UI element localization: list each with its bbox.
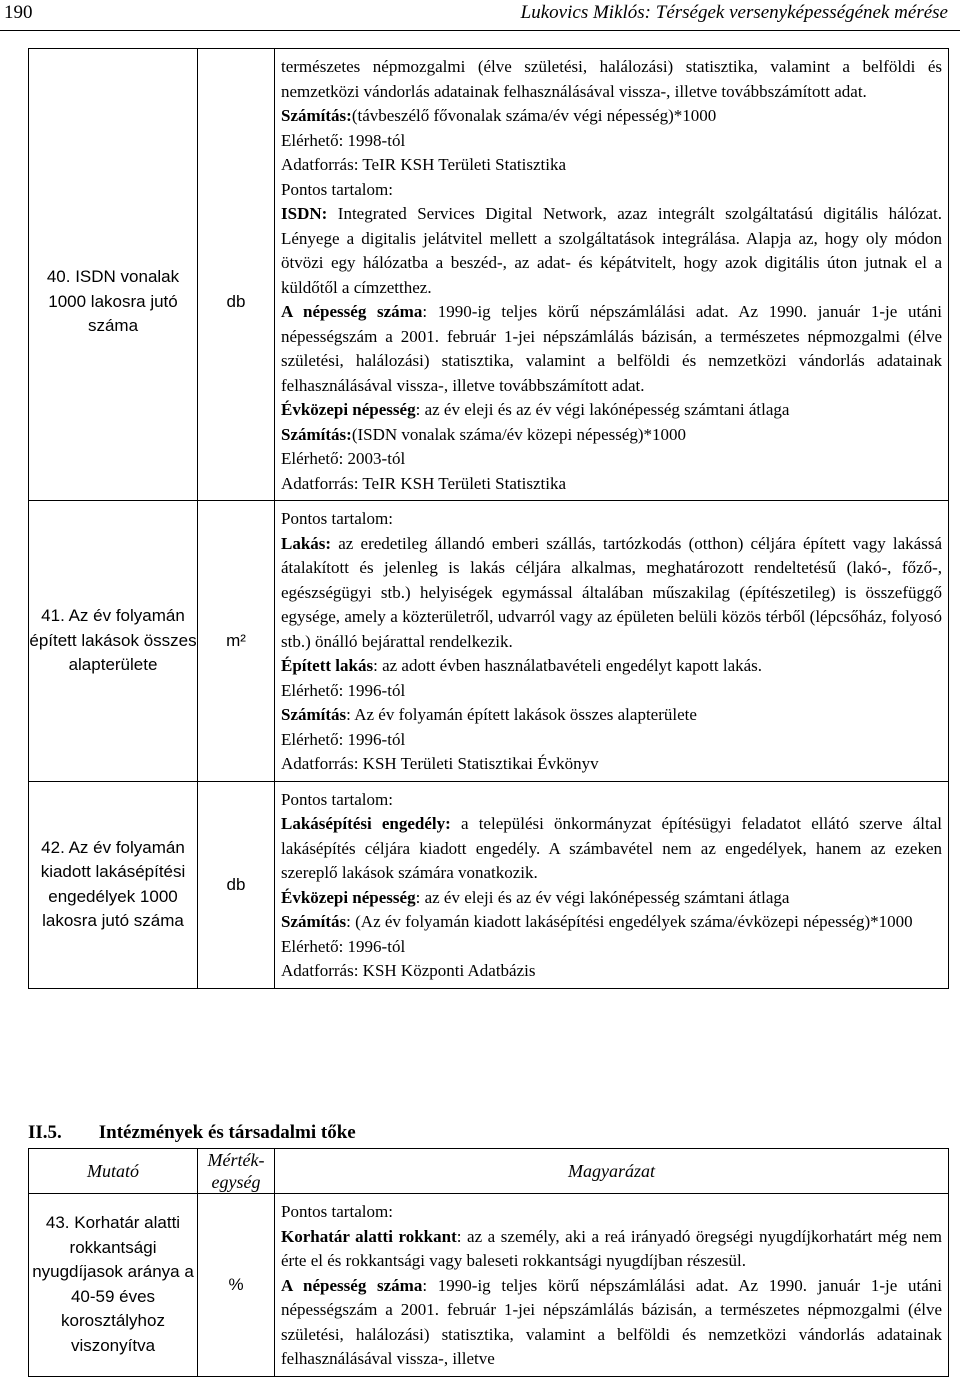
unit-cell: db [198, 781, 275, 988]
explanation-paragraph [281, 153, 942, 178]
indicator-table-2 [28, 1148, 949, 1377]
page-header [0, 0, 960, 31]
indicator-cell [29, 49, 198, 105]
explanation-paragraph [281, 472, 942, 497]
term-text: Adatforrás: KSH Területi Statisztikai Évkönyv [281, 754, 599, 773]
explanation-cell [275, 501, 949, 782]
explanation-paragraph [281, 654, 942, 679]
term-text: : 1990-ig teljes körű népszámlálási adat. Az 1990. január 1-je utáni népességszám a 2001. február 1-jei népszámlálás bázisán, a természetes népmozgalmi (élve születési, halálozási) statisztika, valamint a belföldi és nemzetközi vándorlás adatainak felhasználásával vissza-, illetve [281, 1275, 942, 1368]
term-text: (ISDN vonalak száma/év közepi népesség)*1000 [351, 424, 687, 444]
term-label: Számítás [281, 705, 347, 724]
table-row [29, 1194, 949, 1377]
term-text: : az év eleji és az év végi lakónépesség számtani átlaga [415, 400, 790, 419]
term-text: : 1990-ig teljes körű népszámlálási adat. Az 1990. január 1-je utáni népességszám a 2001. február 1-jei népszámlálás bázisán, a természetes népmozgalmi (élve születési, halálozási) statisztika, valamint a belföldi és nemzetközi vándorlás adatainak felhasználásával vissza-, illetve továbbszámított adat. [281, 302, 942, 395]
term-text: Pontos tartalom: [281, 509, 393, 528]
table-row [29, 781, 949, 988]
indicator-cell: 40. ISDN vonalak 1000 lakosra jutó száma [29, 104, 198, 501]
term-text: Elérhető: 1996-tól [281, 680, 406, 700]
section-heading [28, 1122, 356, 1144]
term-text: Adatforrás: KSH Központi Adatbázis [281, 961, 536, 980]
term-text: : (Az év folyamán kiadott lakásépítési engedélyek száma/évközepi népesség)*1000 [346, 912, 913, 931]
term-label: Lakás: [281, 533, 332, 553]
indicator-cell: 43. Korhatár alatti rokkantsági nyugdíjasok aránya a 40-59 éves korosztályhoz viszonyítva [29, 1194, 198, 1377]
header-unit: Mérték-egység [198, 1149, 275, 1194]
table-row [29, 49, 949, 105]
term-text: Adatforrás: TeIR KSH Területi Statisztika [281, 155, 566, 174]
page-number: 190 [4, 2, 33, 23]
term-label: Évközepi népesség [281, 887, 416, 907]
explanation-paragraph [281, 703, 942, 728]
explanation-paragraph [281, 959, 942, 984]
term-text: : az adott évben használatbavételi engedélyt kapott lakás. [373, 656, 763, 675]
explanation-paragraph [281, 728, 942, 753]
explanation-paragraph [281, 178, 942, 203]
explanation-paragraph [281, 1274, 942, 1372]
term-label: Korhatár alatti rokkant [281, 1226, 457, 1246]
term-label: Lakásépítési engedély: [281, 814, 451, 833]
term-text: Pontos tartalom: [281, 1202, 393, 1221]
term-text: Pontos tartalom: [281, 179, 393, 199]
term-label: Számítás: [281, 424, 352, 444]
explanation-paragraph [281, 812, 942, 886]
term-text: a települési önkormányzat építésügyi feladatot ellátó szerve által lakásépítés céljára kiadott engedély. A számbavétel nem az engedélyek, hanem az ezeken szereplő lakások számára vonatkozik. [281, 814, 942, 882]
explanation-cell [275, 104, 949, 501]
term-text: Elérhető: 2003-tól [281, 449, 406, 468]
term-label: ISDN: [281, 204, 328, 223]
term-label: Évközepi népesség [281, 400, 416, 419]
explanation-paragraph [281, 679, 942, 704]
indicator-cell: 41. Az év folyamán épített lakások összes alapterülete [29, 501, 198, 782]
table-header-row [29, 1149, 949, 1194]
term-text: Integrated Services Digital Network, azaz integrált szolgáltatású digitális hálózat. Lényege a digitalis jelátvitel mellett a szolgáltatások integrálása. Alapja az, hogy oly módon ötvözi egy hálózatba a beszéd-, az adat- és képátvitelt, hogy azok digitális úton jutnak el a küldőtől a címzetthez. [281, 204, 942, 297]
explanation-paragraph [281, 752, 942, 777]
term-text: Elérhető: 1998-tól [281, 130, 406, 150]
indicator-cell: 42. Az év folyamán kiadott lakásépítési engedélyek 1000 lakosra jutó száma [29, 781, 198, 988]
explanation-text: természetes népmozgalmi (élve születési, halálozási) statisztika, valamint a belföldi és nemzetközi vándorlás adatainak felhasználásával vissza-, illetve továbbszámított adat. [281, 57, 942, 101]
explanation-paragraph [281, 1225, 942, 1274]
term-text: : az év eleji és az év végi lakónépesség számtani átlaga [415, 887, 790, 907]
term-text: az eredetileg állandó emberi szállás, tartózkodás (otthon) céljára épített vagy lakássá átalakított és jelenleg is lakás céljára alkalmas, meghatározott rendeltetésű (lakó-, főző-, egészségügyi stb.) helyiségek egymással általában műszakilag (építészetileg) is összefüggő egysége, amely a közterületről, udvarról vagy az épületen belüli közös térből (lépcsőház, folyosó stb.) önálló bejárattal rendelkezik. [281, 533, 942, 651]
explanation-paragraph [281, 300, 942, 398]
explanation-paragraph [281, 104, 942, 129]
unit-cell: db [198, 104, 275, 501]
unit-cell: % [198, 1194, 275, 1377]
section-title: Intézmények és társadalmi tőke [98, 1122, 356, 1143]
table-row [29, 104, 949, 501]
term-text: (távbeszélő fővonalak száma/év végi népesség)*1000 [351, 106, 717, 125]
table-row [29, 501, 949, 782]
explanation-paragraph [281, 788, 942, 813]
explanation-paragraph [281, 507, 942, 532]
explanation-cell [275, 49, 949, 105]
header-indicator: Mutató [29, 1149, 198, 1194]
term-text: : Az év folyamán épített lakások összes alapterülete [346, 705, 697, 724]
term-text: Elérhető: 1996-tól [281, 729, 406, 749]
explanation-paragraph [281, 935, 942, 960]
explanation-paragraph [281, 202, 942, 300]
explanation-paragraph [281, 398, 942, 423]
term-text: Pontos tartalom: [281, 789, 393, 809]
term-label: Számítás [281, 912, 347, 931]
term-label: Épített lakás [281, 656, 374, 675]
term-label: A népesség száma [281, 1275, 423, 1295]
section-number: II.5. [28, 1122, 62, 1143]
running-title: Lukovics Miklós: Térségek versenyképességének mérése [520, 2, 948, 23]
unit-cell [198, 49, 275, 105]
explanation-paragraph [281, 886, 942, 911]
explanation-paragraph [281, 423, 942, 448]
explanation-paragraph [281, 532, 942, 655]
explanation-paragraph [281, 1200, 942, 1225]
term-label: A népesség száma [281, 302, 423, 321]
explanation-paragraph [281, 129, 942, 154]
term-text: Elérhető: 1996-tól [281, 936, 406, 956]
term-text: : az a személy, aki a reá irányadó öregségi nyugdíjkorhatárt még nem érte el és rokkantsági vagy baleseti rokkantsági nyugdíjban részesül. [281, 1226, 942, 1270]
header-explanation: Magyarázat [275, 1149, 949, 1194]
term-label: Számítás: [281, 106, 352, 125]
unit-cell: m² [198, 501, 275, 782]
explanation-cell [275, 1194, 949, 1377]
indicator-table [28, 48, 949, 989]
term-text: Adatforrás: TeIR KSH Területi Statisztika [281, 473, 566, 493]
explanation-cell [275, 781, 949, 988]
explanation-paragraph [281, 447, 942, 472]
explanation-paragraph [281, 910, 942, 935]
